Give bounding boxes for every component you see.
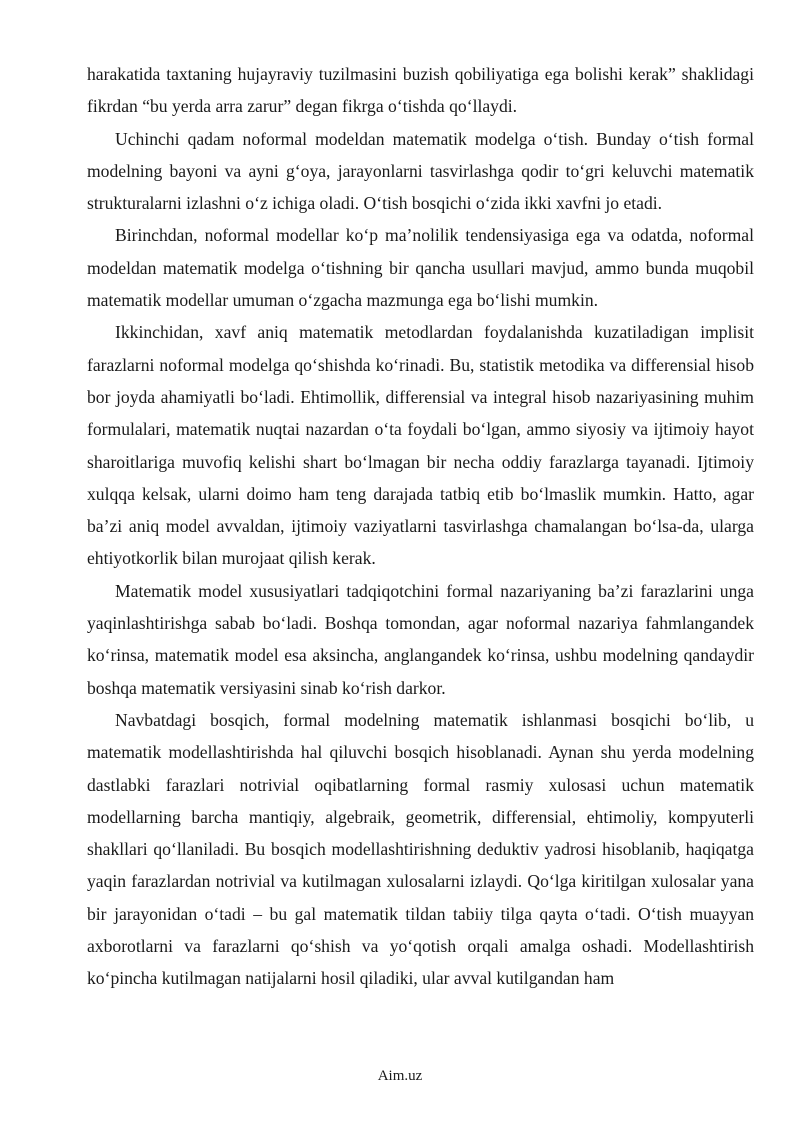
paragraph: Birinchdan, noformal modellar ko‘p ma’nolilik tendensiyasiga ega va odatda, noformal modeldan matematik modelga o‘tishning bir qancha usullari mavjud, ammo bunda muqobil matematik modellar umuman o‘zgacha mazmunga ega bo‘lishi mumkin. — [87, 225, 754, 311]
document-body — [87, 58, 754, 995]
paragraph: Matematik model xususiyatlari tadqiqotchini formal nazariyaning ba’zi farazlarini unga yaqinlashtirishga sabab bo‘ladi. Boshqa tomondan, agar noformal nazariya fahmlangandek ko‘rinsa, matematik model esa aksincha, anglangandek ko‘rinsa, ushbu modelning qandaydir boshqa matematik versiyasini sinab ko‘rish darkor. — [87, 580, 754, 698]
paragraph: Navbatdagi bosqich, formal modelning matematik ishlanmasi bosqichi bo‘lib, u matematik modellashtirishda hal qiluvchi bosqich hisoblanadi. Aynan shu yerda modelning dastlabki farazlari notrivial oqibatlarning formal rasmiy xulosasi uchun matematik modellarning barcha mantiqiy, algebraik, geometrik, differensial, ehtimoliy, kompyuterli shakllari qo‘llaniladi. Bu bosqich modellashtirishning deduktiv yadrosi hisoblanib, haqiqatga yaqin farazlardan notrivial va kutilmagan xulosalarni izlaydi. Qo‘lga kiritilgan xulosalar yana bir jarayonidan o‘tadi – bu gal matematik tildan tabiiy tilga qayta o‘tadi. O‘tish muayyan axborotlarni va farazlarni qo‘shish va yo‘qotish orqali amalga oshadi. Modellashtirish ko‘pincha kutilmagan natijalarni hosil qiladiki, ular avval kutilgandan ham — [87, 709, 754, 989]
paragraph-continuation: harakatida taxtaning hujayraviy tuzilmasini buzish qobiliyatiga ega bolishi kerak” shaklidagi fikrdan “bu yerda arra zarur” degan fikrga o‘tishda qo‘llaydi. — [87, 64, 754, 117]
paragraph: Uchinchi qadam noformal modeldan matematik modelga o‘tish. Bunday o‘tish formal modelning bayoni va ayni g‘oya, jarayonlarni tasvirlashga qodir to‘gri keluvchi matematik strukturalarni izlashni o‘z ichiga oladi. O‘tish bosqichi o‘zida ikki xavfni jo etadi. — [87, 128, 754, 214]
page-footer: Aim.uz — [377, 1068, 423, 1084]
paragraph: Ikkinchidan, xavf aniq matematik metodlardan foydalanishda kuzatiladigan implisit farazlarni noformal modelga qo‘shishda ko‘rinadi. Bu, statistik metodika va differensial hisob bor joyda ahamiyatli bo‘ladi. Ehtimollik, differensial va integral hisob nazariyasining muhim formulalari, matematik nuqtai nazardan o‘ta foydali bo‘lgan, ammo siyosiy va ijtimoiy hayot sharoitlariga muvofiq kelishi shart bo‘lmagan bir necha oddiy farazlarga tayanadi. Ijtimoiy xulqqa kelsak, ularni doimo ham teng darajada tatbiq etib bo‘lmaslik mumkin. Hatto, agar ba’zi aniq model avvaldan, ijtimoiy vaziyatlarni tasvirlashga chamalangan bo‘lsa-da, ularga ehtiyotkorlik bilan murojaat qilish kerak. — [87, 322, 754, 569]
